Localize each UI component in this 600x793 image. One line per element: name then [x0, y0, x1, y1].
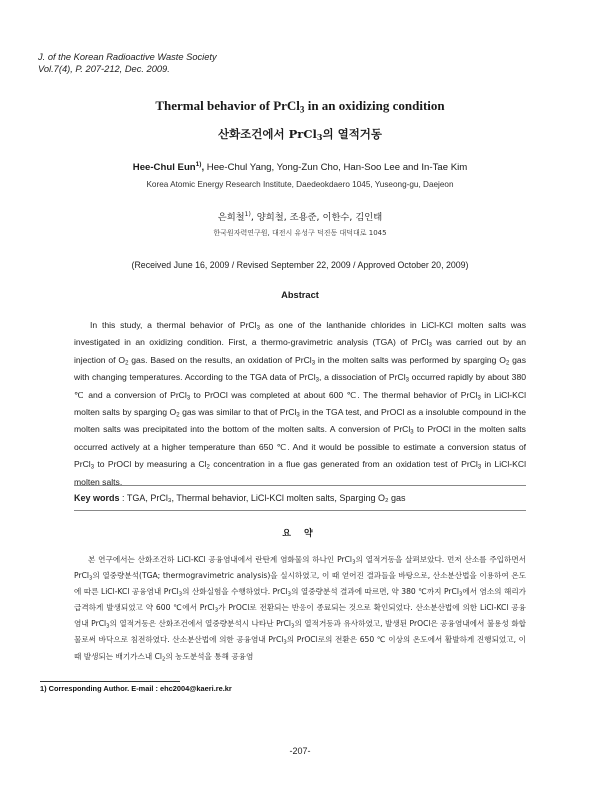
- text-run: in LiCl-KCl molten salts.: [74, 459, 527, 487]
- korean-abstract-heading: 요 약: [282, 529, 318, 539]
- keywords: [74, 493, 526, 503]
- subscript: 2: [505, 360, 510, 367]
- footnote-email[interactable]: ehc2004@kaeri.re.kr: [160, 684, 232, 693]
- text-run: to PrOCl in the molten salts occurred actively at a higher temperature than 650 ℃. And it would be possible to estimate a conversion status of PrCl: [74, 424, 526, 470]
- author-separator: ,: [201, 162, 205, 174]
- subscript: 3: [410, 429, 414, 436]
- text-run: was carried out by an injection of O: [74, 337, 526, 365]
- affiliation-korean: 한국원자력연구원, 대전시 유성구 덕진동 대덕대로 1045: [213, 229, 387, 237]
- keywords-top-rule: [74, 485, 526, 486]
- subscript: 3: [283, 639, 287, 646]
- subscript: 3: [428, 342, 432, 349]
- subscript: 2: [176, 412, 180, 419]
- text-run: in the molten salts was performed by sparging O: [315, 354, 506, 365]
- text-run: 의 PrOCl로의 전환은 650 ℃ 이상의 온도에서 활발하게 진행되었고, 이 때 발생되는 배기가스내 Cl: [74, 635, 526, 661]
- subscript: 3: [458, 591, 463, 598]
- text-run: 의 열적거동을 살펴보았다. 먼저 산소를 주입하면서 PrCl: [74, 555, 526, 581]
- coauthors: Hee-Chul Yang, Yong-Zun Cho, Han-Soo Lee and In-Tae Kim: [204, 162, 468, 174]
- subscript: 3: [214, 607, 219, 614]
- authors-korean: [0, 209, 600, 223]
- text-run: 의 열적거동은 산화조건에서 열중량분석시 나타난 PrCl: [109, 619, 292, 629]
- author-footnote-mark-ko: 1): [244, 210, 251, 218]
- text-run: 의 열적거동과 유사하였고, 발생된 PrOCl은 공융염내에서 불용성 화합물로써 바닥으로 침전하였다. 산소분산법에 의한 공융염내 PrCl: [74, 619, 526, 645]
- corresponding-author: Hee-Chul Eun: [132, 162, 196, 174]
- text-run: gas with changing temperatures. According to the TGA data of PrCl: [74, 354, 526, 383]
- subscript: 2: [162, 655, 166, 662]
- korean-abstract-paragraph: [74, 552, 526, 665]
- author-footnote-mark: 1): [195, 161, 202, 168]
- text-run: as one of the lanthanide chlorides in LiCl-KCl molten salts was investigated in an oxidizing condition. First, a thermo-gravimetric analysis (TGA) of PrCl: [74, 320, 527, 348]
- journal-volume: Vol.7(4), P. 207-212, Dec. 2009.: [38, 63, 170, 74]
- text-run: gas. Based on the results, an oxidation of PrCl: [128, 354, 312, 365]
- corresponding-author-ko: 은희철: [217, 212, 245, 223]
- text-run: to PrOCl by measuring a Cl: [94, 459, 207, 470]
- title-ko-pre: 산화조건에서 PrCl: [217, 127, 317, 141]
- text-run: concentration in a flue gas generated from an oxidation test of PrCl: [209, 459, 478, 470]
- submission-dates: (Received June 16, 2009 / Revised September 22, 2009 / Approved October 20, 2009): [131, 260, 469, 270]
- text-run: In this study, a thermal behavior of PrCl: [90, 320, 257, 330]
- subscript: 3: [315, 377, 320, 384]
- subscript: 3: [90, 464, 95, 471]
- text-run: 에서 염소의 해리가 급격하게 발생되었고 약 600 ℃에서 PrCl: [74, 587, 527, 613]
- keywords-separator: :: [119, 493, 127, 503]
- subscript: 3: [256, 325, 260, 332]
- footnote: [40, 684, 232, 693]
- footnote-rule: [40, 681, 180, 682]
- authors-english: [0, 161, 600, 173]
- subscript: 3: [186, 395, 191, 402]
- footnote-label: 1) Corresponding Author. E-mail :: [40, 684, 161, 693]
- journal-citation: [38, 52, 217, 75]
- text-run: gas was similar to that of PrCl: [179, 407, 297, 418]
- subscript: 2: [125, 360, 129, 367]
- keywords-bottom-rule: [74, 510, 526, 511]
- text-run: occurred rapidly by about 380 ℃ and a conversion of PrCl: [74, 372, 526, 400]
- text-run: 의 농도분석을 통해 공융염: [165, 651, 254, 661]
- abstract-paragraph: [74, 317, 526, 491]
- subscript: 3: [311, 360, 316, 367]
- text-run: , a dissociation of PrCl: [319, 372, 406, 383]
- korean-abstract-body: [74, 552, 526, 665]
- keywords-list: TGA, PrCl₃, Thermal behavior, LiCl-KCl molten salts, Sparging O₂ gas: [126, 493, 406, 503]
- subscript: 2: [206, 464, 210, 471]
- text-run: 의 열중량분석(TGA; thermogravimetric analysis)을 실시하였고, 이 때 얻어진 결과들을 바탕으로, 산소분산법을 이용하여 온도에 따른 LiCl-KCl 공융염내 PrCl: [74, 571, 526, 597]
- subscript: 3: [477, 464, 482, 471]
- keywords-label: Key words: [74, 493, 120, 503]
- page-number: -207-: [289, 746, 311, 756]
- subscript: 3: [106, 623, 110, 630]
- abstract-body: [74, 317, 526, 491]
- coauthors-ko: , 양희철, 조용준, 이한수, 김인태: [250, 212, 383, 223]
- subscript: 3: [477, 395, 481, 402]
- paper-title-english: [0, 98, 600, 114]
- title-en-post: in an oxidizing condition: [304, 98, 445, 113]
- affiliation-english: Korea Atomic Energy Research Institute, Daedeokdaero 1045, Yuseong-gu, Daejeon: [146, 180, 454, 189]
- subscript: 3: [296, 412, 300, 419]
- text-run: 본 연구에서는 산화조건하 LiCl-KCl 공융염내에서 란탄계 염화물의 하나인 PrCl: [88, 555, 353, 564]
- subscript: 3: [352, 559, 356, 566]
- title-en-sub: 3: [299, 104, 305, 115]
- subscript: 3: [405, 377, 409, 384]
- subscript: 3: [287, 591, 292, 598]
- journal-name: J. of the Korean Radioactive Waste Society: [38, 52, 217, 62]
- subscript: 3: [88, 575, 93, 582]
- title-en-pre: Thermal behavior of PrCl: [155, 98, 300, 113]
- abstract-heading: Abstract: [281, 290, 319, 300]
- text-run: 의 산화실험을 수행하였다. PrCl: [182, 587, 288, 597]
- text-run: 가 PrOCl로 전환되는 반응이 종료되는 것으로 확인되었다. 산소분산법에 의한 LiCl-KCl 공융염내 PrCl: [74, 603, 526, 629]
- text-run: to PrOCl was completed at about 600 ℃. The thermal behavior of PrCl: [190, 389, 478, 400]
- title-ko-sub: 3: [316, 132, 323, 142]
- subscript: 3: [291, 623, 295, 630]
- title-ko-post: 의 열적거동: [322, 127, 383, 141]
- paper-title-korean: [0, 126, 600, 142]
- text-run: in LiCl-KCl molten salts by sparging O: [74, 389, 526, 418]
- subscript: 3: [178, 591, 183, 598]
- text-run: 의 열중량분석 결과에 따르면, 약 380 ℃까지 PrCl: [291, 587, 459, 597]
- text-run: in the TGA test, and PrOCl as a insoluble compound in the molten salts was precipitated into the bottom of the molten salts. A conversion of PrCl: [74, 407, 526, 435]
